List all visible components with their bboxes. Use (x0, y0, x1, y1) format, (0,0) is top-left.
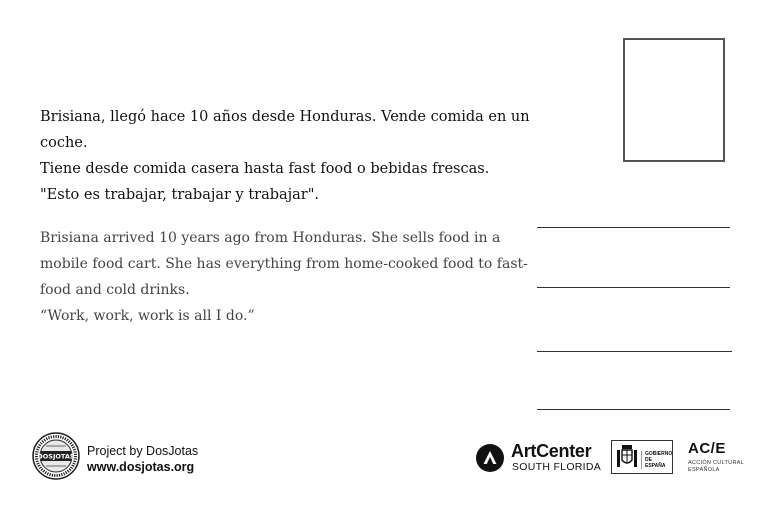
spanish-message (40, 104, 540, 208)
spanish-line-1: Brisiana, llegó hace 10 años desde Honduras. Vende comida en un coche. (40, 109, 530, 151)
project-line: Project by DosJotas (87, 444, 199, 458)
address-line (537, 227, 730, 228)
ace-sub-line-1: ACCIÓN CULTURAL (688, 460, 745, 466)
spanish-line-2: Tiene desde comida casera hasta fast food o bebidas frescas. (40, 161, 490, 177)
ace-sub-line-2: ESPAÑOLA (688, 466, 720, 473)
spain-crest-icon (616, 444, 638, 470)
artcenter-subtitle: SOUTH FLORIDA (512, 461, 602, 473)
artcenter-logo-icon (476, 444, 504, 472)
english-quote: “Work, work, work is all I do.” (40, 308, 255, 324)
artcenter-name: ArtCenter (511, 441, 592, 461)
gobierno-line-1: GOBIERNO (645, 451, 673, 457)
spanish-line-3: "Esto es trabajar, trabajar y trabajar". (40, 187, 320, 203)
gobierno-line-2: DE ESPAÑA (645, 457, 666, 469)
gobierno-text (641, 451, 672, 469)
address-line (537, 409, 730, 410)
dosjotas-logo-label: DOSJOTAS (37, 452, 75, 461)
project-url: www.dosjotas.org (87, 460, 195, 474)
ace-logo-name: AC/E (688, 440, 726, 457)
dosjotas-logo-icon (32, 432, 80, 480)
gobierno-espana-logo (611, 440, 673, 474)
address-line (537, 287, 730, 288)
project-credit (87, 443, 198, 475)
english-paragraph: Brisiana arrived 10 years ago from Honduras. She sells food in a mobile food cart. She has everything from home-cooked food to fast-food and cold drinks. (40, 230, 528, 298)
address-line (537, 351, 732, 352)
ace-logo-subtitle (688, 460, 744, 473)
english-message (40, 225, 530, 329)
stamp-box (623, 38, 725, 162)
